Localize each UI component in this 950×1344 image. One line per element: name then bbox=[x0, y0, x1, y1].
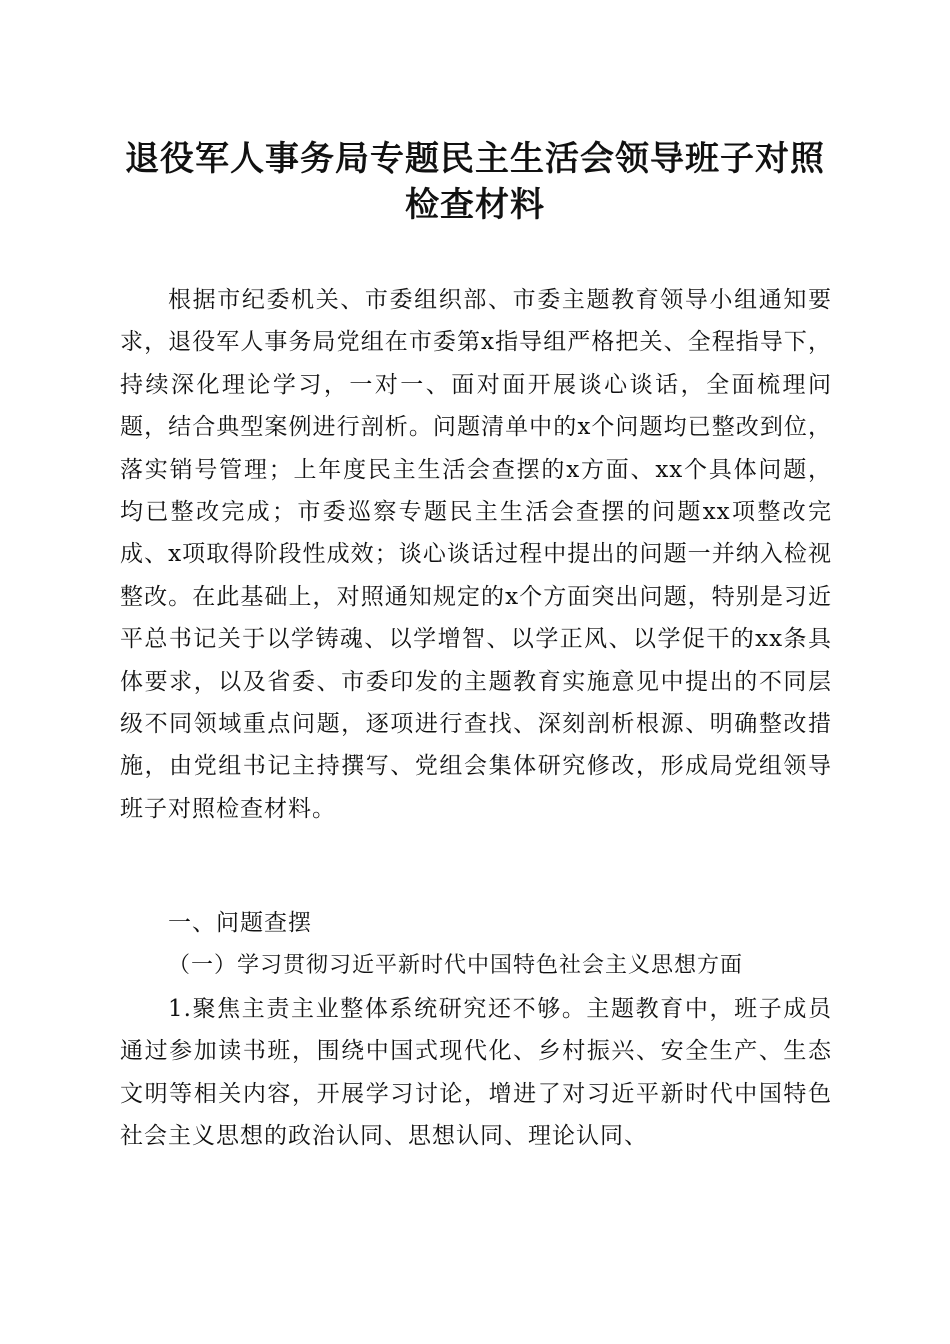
document-title-line1: 退役军人事务局专题民主生活会领导班子对照 bbox=[125, 139, 825, 179]
subsection-heading: （一）学习贯彻习近平新时代中国特色社会主义思想方面 bbox=[168, 953, 744, 978]
document-title-line2: 检查材料 bbox=[405, 185, 545, 225]
section-heading: 一、问题查摆 bbox=[168, 910, 312, 936]
intro-paragraph: 根据市纪委机关、市委组织部、市委主题教育领导小组通知要求，退役军人事务局党组在市委第x指导组严格把关、全程指导下，持续深化理论学习，一对一、面对面开展谈心谈话，全面梳理问题，结合典型案例进行剖析。问题清单中的x个问题均已整改到位，落实销号管理；上年度民主生活会查摆的x方面、xx个具体问题，均已整改完成；市委巡察专题民主生活会查摆的问题xx项整改完成、x项取得阶段性成效；谈心谈话过程中提出的问题一并纳入检视整改。在此基础上，对照通知规定的x个方面突出问题，特别是习近平总书记关于以学铸魂、以学增智、以学正风、以学促干的xx条具体要求，以及省委、市委印发的主题教育实施意见中提出的不同层级不同领域重点问题，逐项进行查找、深刻剖析根源、明确整改措施，由党组书记主持撰写、党组会集体研究修改，形成局党组领导班子对照检查材料。 bbox=[120, 287, 832, 822]
item-paragraph: 1.聚焦主责主业整体系统研究还不够。主题教育中，班子成员通过参加读书班，围绕中国式现代化、乡村振兴、安全生产、生态文明等相关内容，开展学习讨论，增进了对习近平新时代中国特色社会主义思想的政治认同、思想认同、理论认同、 bbox=[120, 996, 832, 1150]
